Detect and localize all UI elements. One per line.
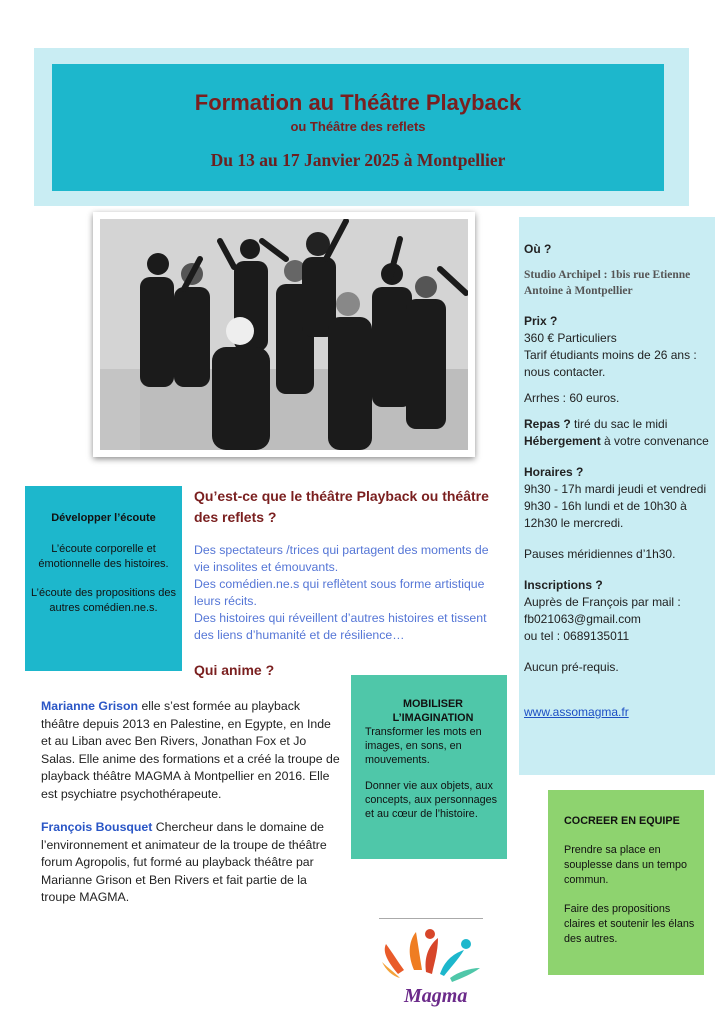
prix-line2: Tarif étudiants moins de 26 ans : nous contacter. (524, 348, 697, 379)
page-title: Formation au Théâtre Playback (194, 90, 522, 115)
repas-line (524, 416, 709, 433)
ou-value: Studio Archipel : 1bis rue Etienne Antoine à Montpellier (524, 269, 691, 297)
francois-text: Chercheur dans le domaine de l’environnement et animateur de la troupe de théâtre forum Agropolis, fut formé au playback théâtre par Marianne Grison et Ben Rivers et fait partie de la troupe MAGMA. (41, 820, 327, 905)
cocreer-p1: Prendre sa place en souplesse dans un tempo commun. (564, 844, 688, 886)
bio-francois (41, 819, 341, 907)
prix-line1: 360 € Particuliers (524, 331, 617, 345)
logo-divider (379, 918, 483, 919)
desc-line2: Des comédien.ne.s qui reflètent sous forme artistique leurs récits. (194, 577, 485, 608)
magma-logo (378, 922, 486, 1007)
playback-description (194, 542, 504, 644)
qui-anime-heading: Qui anime ? (194, 662, 275, 678)
ecoute-box (25, 486, 182, 671)
practical-info-panel (519, 217, 715, 775)
inscriptions-tel: ou tel : 0689135011 (524, 629, 630, 643)
hebergement-value: à votre convenance (600, 434, 709, 448)
group-silhouettes-icon (100, 219, 468, 450)
marianne-text: elle s’est formée au playback théâtre depuis 2013 en Palestine, en Egypte, en Inde et au Liban avec Ben Rivers, Jonathan Fox et Jo Salas. Elle anime des formations et a créé la troupe de playback théâtre MAGMA à Montpellier en 2016. Elle est psychiatre psychothérapeute. (41, 699, 340, 801)
ecoute-p1: L’écoute corporelle et émotionnelle des histoires. (38, 543, 169, 570)
cocreer-p2: Faire des propositions claires et soutenir les élans des autres. (564, 903, 695, 945)
desc-line3: Des histoires qui réveillent d’autres histoires et tissent des liens d’humanité et de résilience… (194, 611, 487, 642)
bio-marianne (41, 698, 341, 804)
cocreer-box (548, 790, 704, 975)
ecoute-title: Développer l’écoute (51, 512, 156, 524)
ou-label: Où ? (524, 242, 552, 256)
playback-question-heading: Qu’est-ce que le théâtre Playback ou théâtre des reflets ? (194, 488, 489, 525)
header-banner (52, 64, 664, 191)
ecoute-p2: L’écoute des propositions des autres comédien.ne.s. (31, 587, 176, 614)
arrhes: Arrhes : 60 euros. (524, 391, 620, 405)
troupe-photo (93, 212, 475, 457)
repas-value: tiré du sac le midi (570, 417, 668, 431)
imagination-p2: Donner vie aux objets, aux concepts, aux personnages et au cœur de l’histoire. (365, 780, 498, 820)
marianne-name: Marianne Grison (41, 699, 139, 713)
prerequis: Aucun pré-requis. (524, 660, 619, 674)
imagination-box (351, 675, 507, 859)
troupe-photo-image (100, 219, 468, 450)
cocreer-title: COCREER EN EQUIPE (564, 815, 680, 827)
horaires-line2: 9h30 - 16h lundi et de 10h30 à 12h30 le mercredi. (524, 499, 687, 530)
inscriptions-line1: Auprès de François par mail : (524, 595, 681, 609)
inscriptions-label: Inscriptions ? (524, 578, 603, 592)
prix-label: Prix ? (524, 314, 558, 328)
magma-logo-icon (378, 922, 486, 1007)
francois-name: François Bousquet (41, 820, 153, 834)
page-subtitle: ou Théâtre des reflets (290, 119, 426, 134)
imagination-p1: Transformer les mots en images, en sons, en mouvements. (365, 726, 482, 766)
logo-text: Magma (404, 985, 468, 1007)
hebergement-label: Hébergement (524, 434, 601, 448)
inscriptions-email[interactable]: fb021063@gmail.com (524, 612, 641, 626)
event-dates: Du 13 au 17 Janvier 2025 à Montpellier (210, 150, 506, 170)
horaires-line1: 9h30 - 17h mardi jeudi et vendredi (524, 482, 707, 496)
repas-label: Repas ? (524, 417, 571, 431)
hebergement-line (524, 433, 709, 450)
imagination-title: MOBILISER L’IMAGINATION (392, 698, 474, 724)
desc-line1: Des spectateurs /trices qui partagent des moments de vie insolites et émouvants. (194, 543, 489, 574)
pauses: Pauses méridiennes d’1h30. (524, 547, 676, 561)
website-link[interactable]: www.assomagma.fr (524, 705, 629, 719)
horaires-label: Horaires ? (524, 465, 584, 479)
